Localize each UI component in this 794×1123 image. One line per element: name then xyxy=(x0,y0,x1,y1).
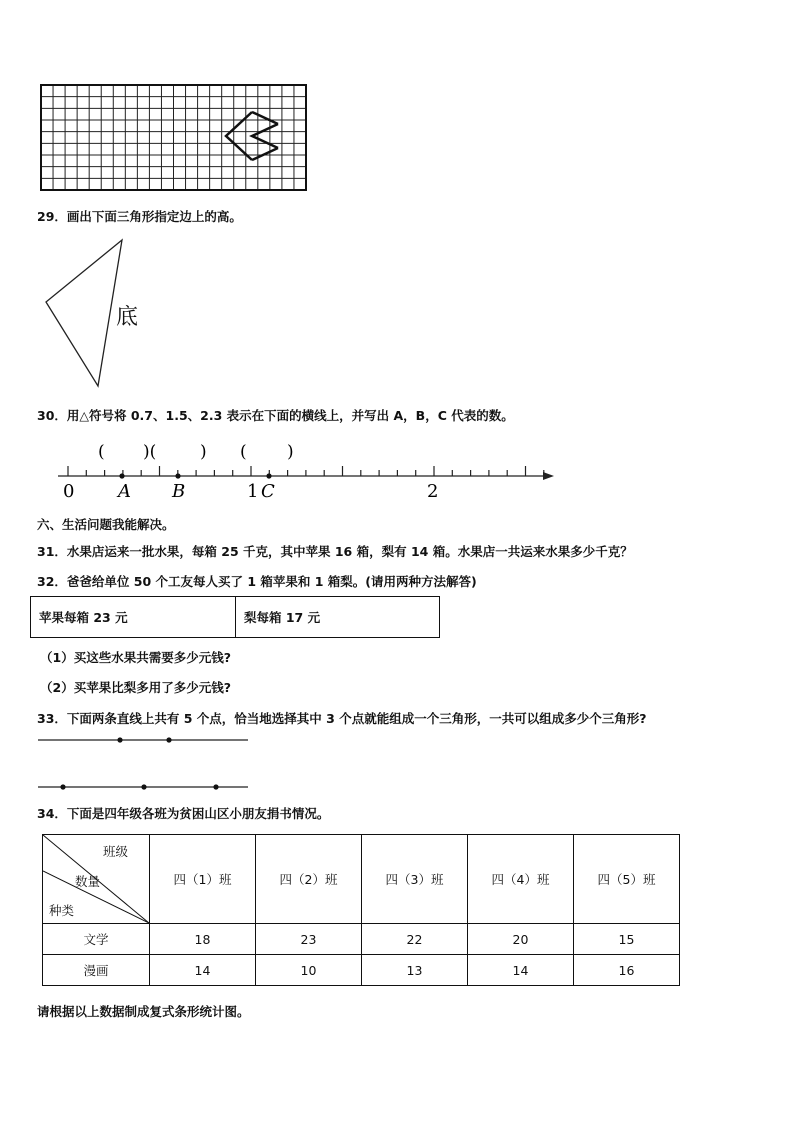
pear-price-cell: 梨每箱 17 元 xyxy=(236,597,440,638)
table-cell: 18 xyxy=(150,924,256,955)
line2-point-1 xyxy=(60,784,65,789)
label-c: C xyxy=(261,481,275,502)
table-cell: 22 xyxy=(362,924,468,955)
arrow-shape xyxy=(226,112,252,160)
question-32-sub-2: （2）买苹果比梨多用了多少元钱? xyxy=(40,680,231,695)
line1-point-1 xyxy=(117,737,122,742)
table-cell: 15 xyxy=(574,924,680,955)
two-lines-figure xyxy=(36,730,252,796)
class-header: 四（2）班 xyxy=(256,835,362,924)
question-32: 32．爸爸给单位 50 个工友每人买了 1 箱苹果和 1 箱梨。(请用两种方法解答) xyxy=(37,574,477,589)
point-a xyxy=(119,473,124,478)
corner-label-count: 数量 xyxy=(75,874,101,889)
bracket-1-close-2-open: )( xyxy=(143,442,157,462)
section-6-title: 六、生活问题我能解决。 xyxy=(37,517,175,532)
table-cell: 10 xyxy=(256,955,362,986)
line2-point-2 xyxy=(141,784,146,789)
class-header: 四（4）班 xyxy=(468,835,574,924)
price-table xyxy=(30,596,440,638)
table-cell: 13 xyxy=(362,955,468,986)
label-two: 2 xyxy=(427,481,439,502)
bracket-1-open: ( xyxy=(98,442,105,462)
arrow-shape-inner xyxy=(252,124,278,148)
question-30: 30．用△符号将 0.7、1.5、2.3 表示在下面的横线上，并写出 A，B，C 代表的数。 xyxy=(37,408,514,423)
bracket-2-close: ) xyxy=(200,442,207,462)
apple-price-cell: 苹果每箱 23 元 xyxy=(31,597,236,638)
table-cell: 14 xyxy=(468,955,574,986)
question-33: 33．下面两条直线上共有 5 个点，恰当地选择其中 3 个点就能组成一个三角形，一共可以组成多少个三角形? xyxy=(37,711,647,726)
label-zero: 0 xyxy=(63,481,75,502)
bracket-3-open: ( xyxy=(240,442,247,462)
triangle-side-label: 底 xyxy=(116,305,139,330)
corner-header-cell xyxy=(43,835,150,924)
label-one: 1 xyxy=(247,481,259,502)
question-31: 31．水果店运来一批水果，每箱 25 千克，其中苹果 16 箱，梨有 14 箱。水果店一共运来水果多少千克？ xyxy=(37,544,633,559)
table-row-literature xyxy=(43,924,680,955)
label-b: B xyxy=(172,481,186,502)
number-line[interactable] xyxy=(54,436,564,502)
class-header: 四（1）班 xyxy=(150,835,256,924)
point-b xyxy=(175,473,180,478)
bracket-3-close: ) xyxy=(287,442,294,462)
table-cell: 23 xyxy=(256,924,362,955)
point-c xyxy=(266,473,271,478)
line1-point-2 xyxy=(166,737,171,742)
table-cell: 14 xyxy=(150,955,256,986)
class-header: 四（5）班 xyxy=(574,835,680,924)
table-cell: 16 xyxy=(574,955,680,986)
class-header: 四（3）班 xyxy=(362,835,468,924)
question-29: 29．画出下面三角形指定边上的高。 xyxy=(37,209,242,224)
row-kind: 文学 xyxy=(43,924,150,955)
triangle-figure xyxy=(40,236,170,392)
question-34-instruction: 请根据以上数据制成复式条形统计图。 xyxy=(37,1004,250,1019)
grid-figure xyxy=(40,84,308,192)
row-kind: 漫画 xyxy=(43,955,150,986)
label-a: A xyxy=(118,481,131,502)
corner-label-kind: 种类 xyxy=(49,903,75,918)
table-cell: 20 xyxy=(468,924,574,955)
question-34: 34．下面是四年级各班为贫困山区小朋友捐书情况。 xyxy=(37,806,330,821)
question-32-sub-1: （1）买这些水果共需要多少元钱? xyxy=(40,650,231,665)
donation-table xyxy=(42,834,680,986)
line2-point-3 xyxy=(213,784,218,789)
corner-label-class: 班级 xyxy=(103,844,129,859)
table-row-comics xyxy=(43,955,680,986)
